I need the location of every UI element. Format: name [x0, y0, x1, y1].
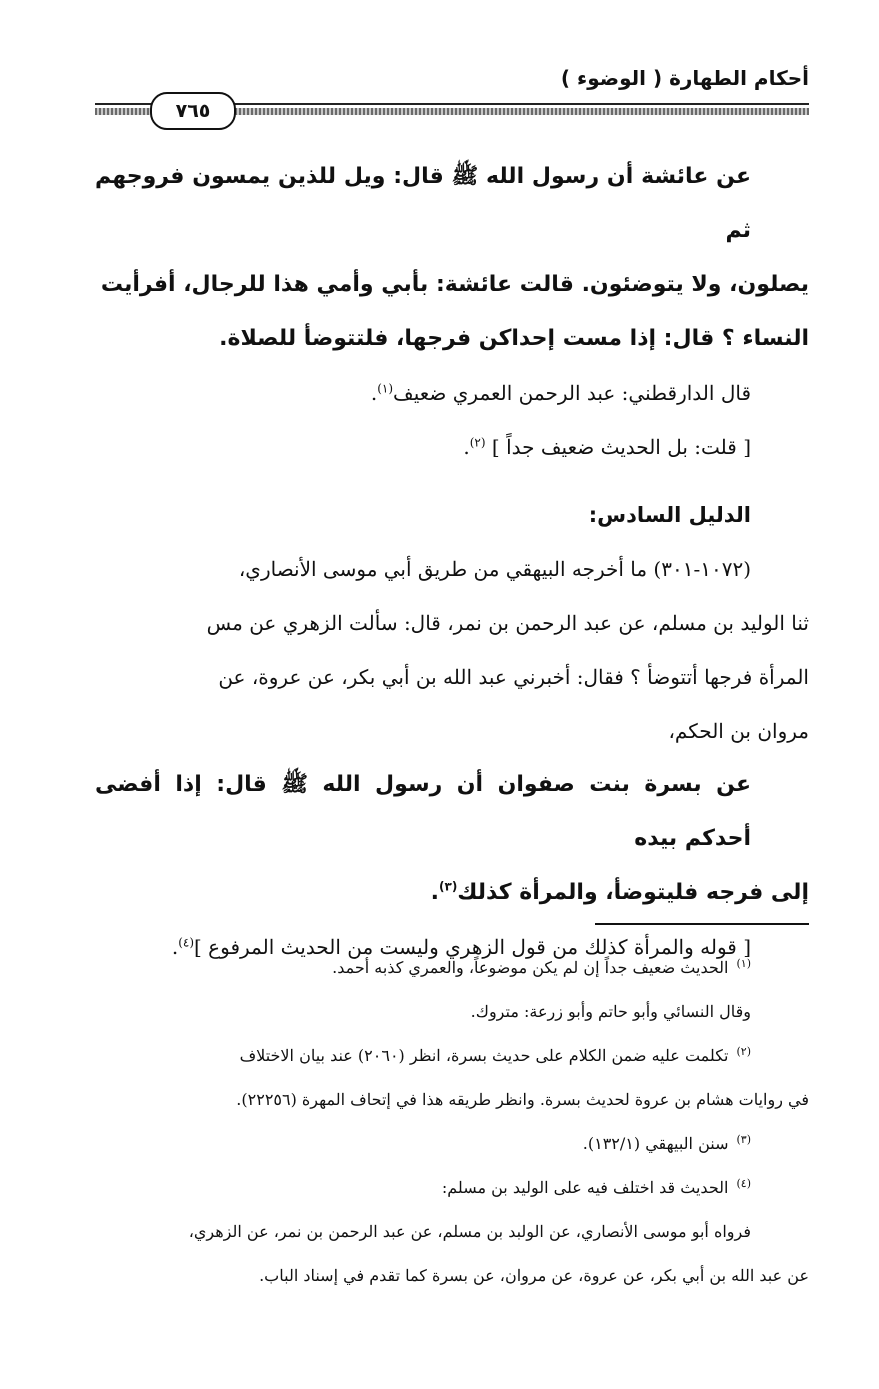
footnote-text: الحديث قد اختلف فيه على الوليد بن مسلم: — [441, 1178, 729, 1197]
footnotes — [95, 946, 809, 1298]
footnote-text: وقال النسائي وأبو حاتم وأبو زرعة: متروك. — [470, 1002, 751, 1021]
daraqutni-statement — [95, 366, 809, 420]
hadith-aisha-text-1: عن عائشة أن رسول الله ﷺ قال: ويل للذين يمسون فروجهم ثم — [95, 164, 751, 243]
isnad-text-4: مروان بن الحكم، — [668, 719, 809, 743]
isnad-line-3 — [95, 650, 809, 704]
footnote-4-continued-1 — [95, 1210, 809, 1254]
footnote-text: فرواه أبو موسى الأنصاري، عن الولبد بن مسلم، عن عبد الرحمن بن نمر، عن الزهري، — [188, 1222, 751, 1241]
page-number: ٧٦٥ — [150, 92, 236, 130]
author-comment-1-period: . — [463, 435, 470, 459]
footnote-2-continued — [95, 1078, 809, 1122]
footnote-2 — [95, 1034, 809, 1078]
hadith-aisha-text-2: يصلون، ولا يتوضئون. قالت عائشة: بأبي وأمي هذا للرجال، أفرأيت — [100, 272, 809, 297]
section-heading: الدليل السادس: — [588, 503, 751, 527]
footnote-1 — [95, 946, 809, 990]
footnote-number: (٤) — [736, 1176, 751, 1190]
footnote-1-continued — [95, 990, 809, 1034]
footnote-ref-2[interactable]: (٢) — [469, 435, 486, 450]
footnote-number: (٢) — [736, 1044, 751, 1058]
hadith-busra-line-2 — [95, 866, 809, 920]
isnad-text-2: ثنا الوليد بن مسلم، عن عبد الرحمن بن نمر، قال: سألت الزهري عن مس — [206, 611, 809, 635]
hadith-busra-text-1: عن بسرة بنت صفوان أن رسول الله ﷺ قال: إذا أفضى أحدكم بيده — [95, 772, 751, 851]
footnote-ref-1[interactable]: (١) — [377, 381, 394, 396]
isnad-line-4 — [95, 704, 809, 758]
footnote-number: (١) — [736, 956, 751, 970]
hadith-aisha-line-3 — [95, 312, 809, 366]
footnote-3 — [95, 1122, 809, 1166]
footnote-text: سنن البيهقي (١٣٢/١). — [582, 1134, 729, 1153]
hadith-busra-text-2: إلى فرجه فليتوضأ، والمرأة كذلك — [457, 880, 809, 905]
author-comment-2-period: . — [171, 935, 179, 959]
footnote-ref-3[interactable]: (٣) — [439, 879, 458, 894]
hadith-aisha-text-3: النساء ؟ قال: إذا مست إحداكن فرجها، فلتتوضأ للصلاة. — [219, 326, 809, 351]
isnad-text-3: المرأة فرجها أتتوضأ ؟ فقال: أخبرني عبد الله بن أبي بكر، عن عروة، عن — [218, 665, 809, 689]
footnote-text: تكلمت عليه ضمن الكلام على حديث بسرة، انظر (٢٠٦٠) عند بيان الاختلاف — [239, 1046, 729, 1065]
hadith-busra-line-1 — [95, 758, 809, 866]
daraqutni-period: . — [370, 381, 378, 405]
hadith-aisha-line-1 — [95, 150, 809, 258]
running-header-title: أحكام الطهارة ( الوضوء ) — [560, 66, 809, 90]
footnote-separator — [595, 923, 809, 925]
author-comment-1-text: [ قلت: بل الحديث ضعيف جداً ] — [491, 435, 751, 459]
footnote-number: (٣) — [736, 1132, 751, 1146]
author-comment-1 — [95, 420, 809, 474]
main-content — [95, 150, 809, 974]
author-comment-2-text: [ قوله والمرأة كذلك من قول الزهري وليست من الحديث المرفوع ] — [194, 935, 751, 959]
isnad-text-1: (١٠٧٢-٣٠١) ما أخرجه البيهقي من طريق أبي موسى الأنصاري، — [238, 557, 751, 581]
footnote-text: عن عبد الله بن أبي بكر، عن عروة، عن مروان، عن بسرة كما تقدم في إسناد الباب. — [259, 1266, 809, 1285]
footnote-4 — [95, 1166, 809, 1210]
isnad-line-1 — [95, 542, 809, 596]
hadith-aisha-line-2 — [95, 258, 809, 312]
footnote-text: الحديث ضعيف جداً إن لم يكن موضوعاً، والعمري كذبه أحمد. — [332, 958, 729, 977]
footnote-4-continued-2 — [95, 1254, 809, 1298]
footnote-text: في روايات هشام بن عروة لحديث بسرة. وانظر طريقه هذا في إتحاف المهرة (٢٢٢٥٦). — [236, 1090, 809, 1109]
hadith-busra-period: . — [430, 880, 439, 905]
footnote-ref-4[interactable]: (٤) — [178, 935, 195, 950]
daraqutni-text: قال الدارقطني: عبد الرحمن العمري ضعيف — [393, 381, 751, 405]
isnad-line-2 — [95, 596, 809, 650]
